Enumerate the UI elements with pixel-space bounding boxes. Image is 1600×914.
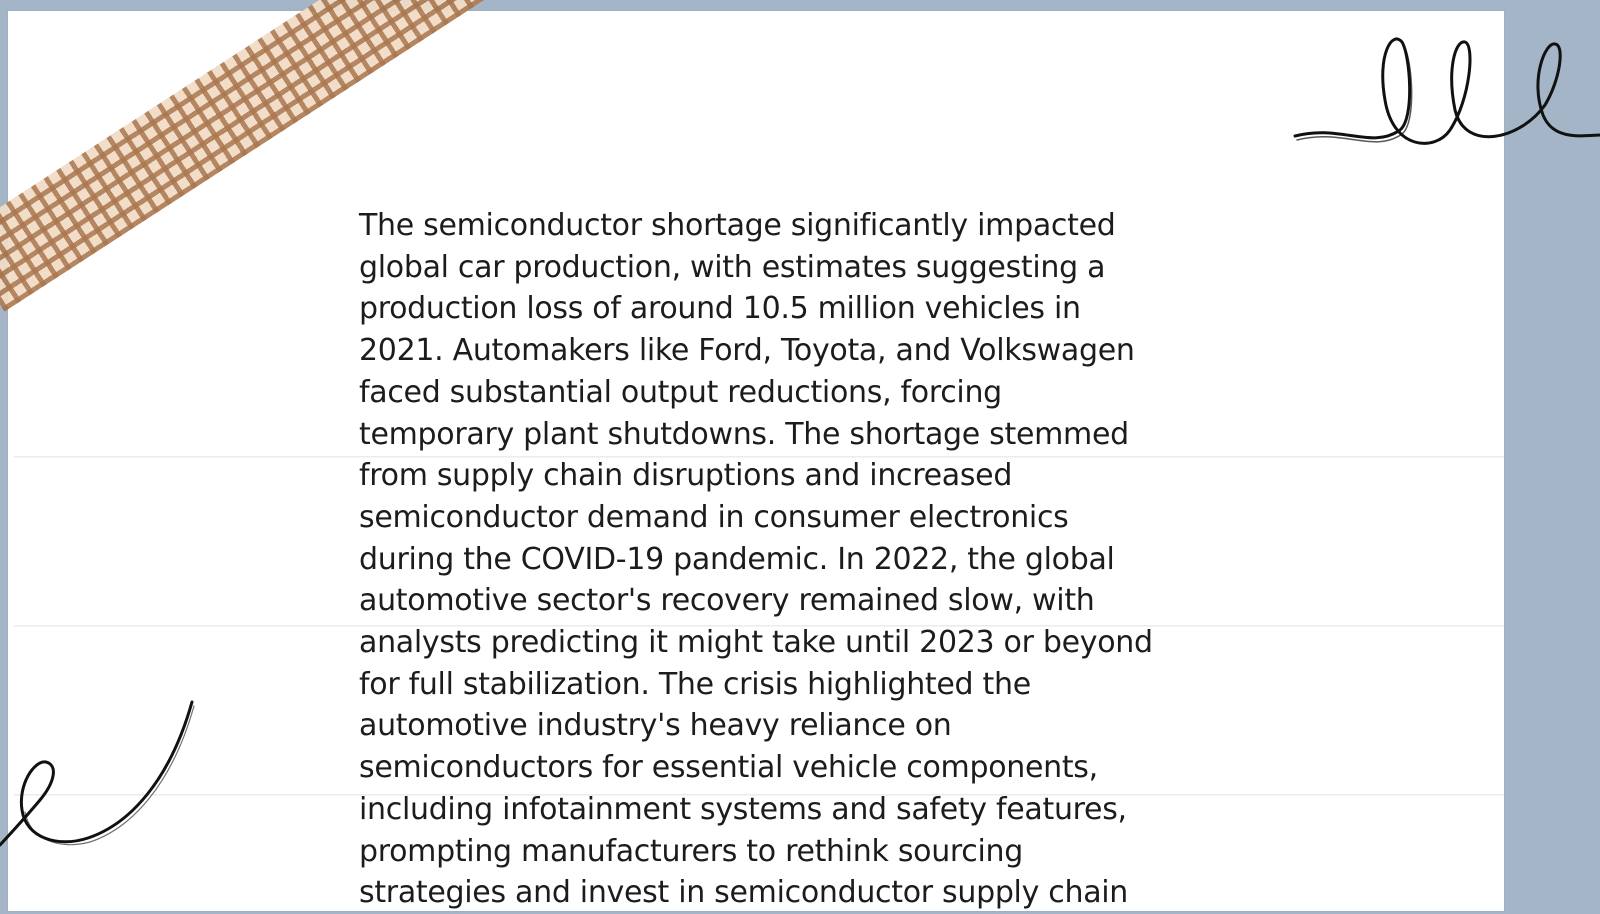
bottom-left-swirl-shadow-icon [25,706,194,845]
paragraph-line: automotive sector's recovery remained slow, with [359,583,1095,619]
paragraph-line: global car production, with estimates suggesting a [359,249,1106,285]
paragraph-line: temporary plant shutdowns. The shortage stemmed [359,416,1129,452]
paragraph-line: prompting manufacturers to rethink sourcing [359,833,1023,869]
paragraph-line: 2021. Automakers like Ford, Toyota, and Volkswagen [359,333,1135,369]
paragraph-line: for full stabilization. The crisis highlighted the [359,666,1031,702]
paragraph-line: analysts predicting it might take until 2023 or beyond [359,625,1153,661]
paragraph-line: The semiconductor shortage significantly impacted [359,208,1116,243]
paragraph-line: strategies and invest in semiconductor supply chain [359,875,1129,911]
paragraph-line: including infotainment systems and safety features, [359,791,1127,827]
paragraph-line: automotive industry's heavy reliance on [359,708,952,744]
body-paragraph [359,205,1239,914]
paragraph-line: during the COVID-19 pandemic. In 2022, the global [359,541,1115,577]
paragraph-line: from supply chain disruptions and increased [359,458,1013,494]
paragraph-line: semiconductors for essential vehicle components, [359,750,1098,786]
paragraph-line: faced substantial output reductions, forcing [359,374,1002,410]
paragraph-line: semiconductor demand in consumer electronics [359,499,1069,535]
paragraph-line: production loss of around 10.5 million vehicles in [359,291,1081,327]
top-right-squiggle-icon [1295,39,1600,143]
